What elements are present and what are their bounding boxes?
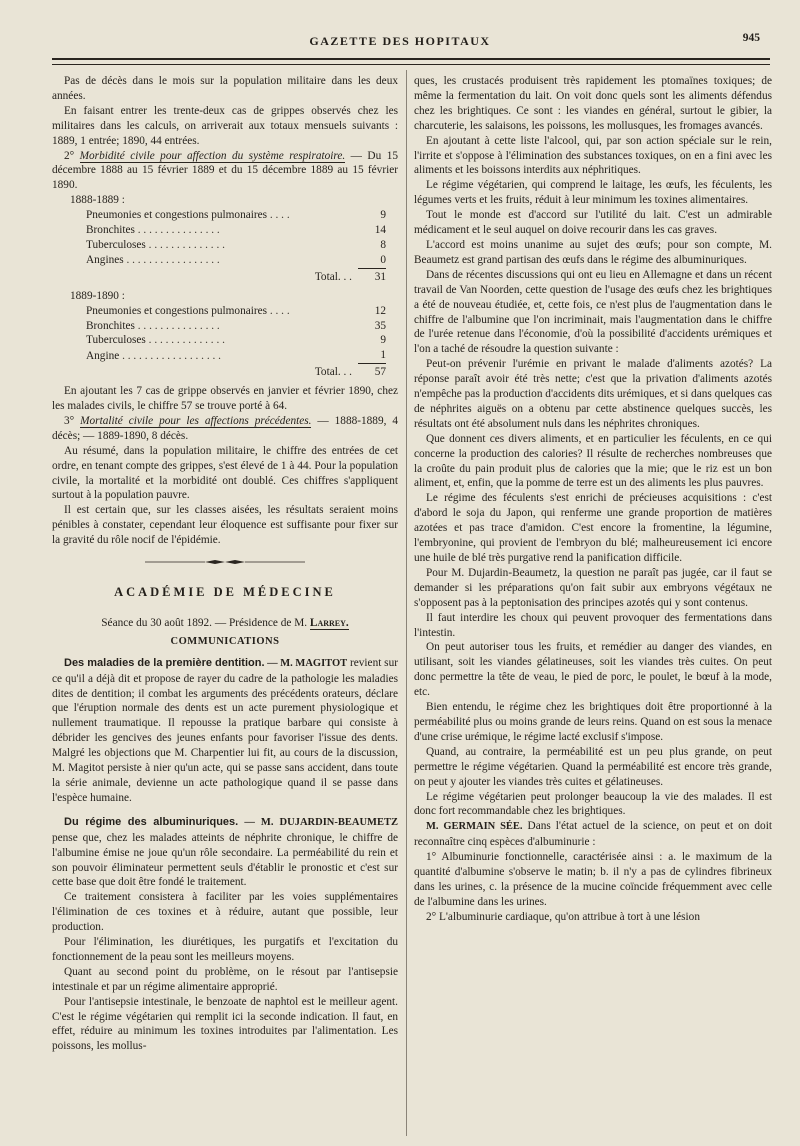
- paragraph: 2° L'albuminurie cardiaque, qu'on attribue à tort à une lésion: [426, 910, 700, 923]
- paragraph-text: Dans l'état actuel de la science, on peut et on doit reconnaître cinq espèces d'albuminurie :: [414, 820, 772, 849]
- leader-dots: . . . . . . . . . . . . . . .: [137, 224, 220, 237]
- section-title: ACADÉMIE DE MÉDECINE: [114, 585, 336, 599]
- paragraph: [52, 414, 398, 444]
- article-lead: Des maladies de la première dentition.: [64, 656, 265, 669]
- leader-dots: . . . . . . . . . . . . . . .: [137, 319, 220, 332]
- right-column: [414, 74, 772, 925]
- left-column: [52, 74, 398, 1054]
- article-author: — M. MAGITOT: [264, 657, 348, 669]
- total-value: 57: [374, 366, 386, 379]
- paragraph: En ajoutant à cette liste l'alcool, qui, par son action spéciale sur le rein, l'irrite et s'oppose à l'élimination des substances toxiques, on en a fini avec les aliments et les boissons interdits aux néphritiques.: [414, 134, 772, 177]
- row-label: Pneumonies et congestions pulmonaires: [86, 209, 268, 222]
- running-title: GAZETTE DES HOPITAUX: [309, 34, 491, 48]
- list-number: 2°: [64, 149, 75, 162]
- section-subtitle: Morbidité civile pour affection du système respiratoire.: [79, 149, 346, 162]
- table-row: [86, 348, 386, 363]
- table-row: [86, 319, 386, 334]
- stats-table-1888: [86, 208, 386, 285]
- row-value: 8: [380, 238, 386, 251]
- paragraph: [52, 656, 398, 806]
- session-president: Larrey.: [309, 616, 349, 629]
- total-label: Total. . .: [314, 270, 352, 283]
- section-subtitle: Mortalité civile pour les affections précédentes.: [80, 414, 312, 427]
- session-line: [52, 616, 398, 631]
- paragraph: Pour l'élimination, les diurétiques, les purgatifs et l'excitation du fonctionnement de la peau sont les meilleurs moyens.: [52, 936, 398, 963]
- paragraph: [414, 819, 772, 850]
- row-value: 12: [374, 304, 386, 317]
- table-row: [86, 238, 386, 253]
- table-row: [86, 333, 386, 348]
- spacer: [52, 806, 398, 815]
- row-value: 9: [380, 209, 386, 222]
- list-number: 3°: [64, 414, 75, 427]
- paragraph-text: — 1888-1889, 4 décès; — 1889-1890, 8 décès.: [52, 414, 398, 442]
- stats-table-1889: [86, 304, 386, 381]
- paragraph: En ajoutant les 7 cas de grippe observés en janvier et février 1890, chez les malades civils, le chiffre 57 se trouve porté à 64.: [52, 385, 398, 413]
- header-rule: [52, 58, 770, 60]
- leader-dots: . . . .: [269, 209, 290, 222]
- row-label: Bronchites: [86, 319, 135, 332]
- article-author: — M. DUJARDIN-BEAUMETZ: [238, 816, 398, 828]
- table-row: [86, 253, 386, 268]
- leader-dots: . . . . . . . . . . . . . . . . . .: [122, 349, 221, 362]
- row-label: Angines: [86, 254, 124, 267]
- paragraph: Pour M. Dujardin-Beaumetz, la question ne paraît pas jugée, car il faut se demander si les préparations qu'on fait subir aux embryons végétaux ne s'opposent pas à la peptonisation des principes azotés qui y sont contenus.: [414, 566, 772, 609]
- subsection-title: COMMUNICATIONS: [170, 635, 280, 647]
- total-value: 31: [374, 270, 386, 283]
- ornament-divider: [52, 556, 398, 571]
- paragraph: Pour l'antisepsie intestinale, le benzoate de naphtol est le meilleur agent. C'est le régime végétarien qui remplit ici la seconde indication. Il faut, en effet, réduire au minimum les toxines introduites par l'alimentation. Les poissons, les mollus-: [52, 995, 398, 1053]
- paragraph: Au résumé, dans la population militaire, le chiffre des entrées de cet ordre, en tenant compte des grippes, s'est élevé de 1 à 44. Pour la population civile, la mortalité et la morbidité ont doublé. Ces chiffres s'appliquent surtout à la population pauvre.: [52, 444, 398, 502]
- article-lead: Du régime des albuminuriques.: [64, 815, 239, 828]
- paragraph: Quand, au contraire, la perméabilité est un peu plus grande, on peut permettre le régime végétarien. Quand la perméabilité est encore très grande, on peut y ajouter les viandes très cuites et gélatineuses.: [414, 745, 772, 788]
- row-label: Tuberculoses: [86, 334, 146, 347]
- row-value: 14: [374, 224, 386, 237]
- header-rule-thin: [52, 64, 770, 65]
- paragraph: Il est certain que, sur les classes aisées, les résultats seraient moins pénibles à constater, cependant leur éloquence est suffisante pour fixer sur la gravité du rôle nocif de l'épidémie.: [52, 504, 398, 547]
- row-label: Angine: [86, 349, 120, 362]
- leader-dots: . . . . . . . . . . . . . .: [148, 334, 225, 347]
- paragraph: Peut-on prévenir l'urémie en privant le malade d'aliments azotés? La réponse paraît avoir été très nette; c'est que la privation d'aliments azotés n'empêche pas la production d'accidents dits urémiques, et si dans quelques cas de néphrites aiguës on a obtenu par cette abstinence quelques succès, les résultats ont été absolument nuls dans les néphrites chroniques.: [414, 358, 772, 430]
- paragraph-text: — Du 15 décembre 1888 au 15 février 1889 et du 15 décembre 1889 au 15 février 1890.: [52, 149, 398, 192]
- paragraph: Bien entendu, le régime chez les brightiques doit être proportionné à la perméabilité plus ou moins grande de leurs reins. Quand on est sous la menace d'une crise urémique, le régime lacté exclusif s'impose.: [414, 701, 772, 743]
- paragraph: Que donnent ces divers aliments, et en particulier les féculents, en ce qui concerne la production des calories? Il résulte de recherches nombreuses que la croûte du pain produit plus de calories que la mie; que le riz est un bon aliment, et, enfin, que la pomme de terre est un des aliments les plus pauvres.: [414, 432, 772, 490]
- row-value: 1: [358, 348, 386, 363]
- article-author: M. GERMAIN SÉE.: [426, 821, 523, 833]
- row-value: 35: [374, 319, 386, 332]
- leader-dots: . . . .: [269, 304, 290, 317]
- table-row: [86, 223, 386, 238]
- paragraph: Le régime des féculents s'est enrichi de précieuses acquisitions : c'est d'abord le soja du Japon, qui renferme une grande proportion de matières azotées et pas trace d'amidon. C'est encore la fromentine, la légumine, l'embryonine, qui provient de l'embryon du blé; malheureusement ici encore une huile de blé très purgative rend la panification difficile.: [414, 492, 772, 564]
- paragraph: L'accord est moins unanime au sujet des œufs; pour son compte, M. Beaumetz est grand partisan des œufs dans le régime des albuminuriques.: [414, 238, 772, 266]
- leader-dots: . . . . . . . . . . . . . . . . .: [126, 254, 220, 267]
- row-value: 0: [358, 253, 386, 268]
- ornament-rule-icon: [145, 559, 305, 565]
- paragraph: Tout le monde est d'accord sur l'utilité du lait. C'est un admirable médicament et le seul auquel on doive recourir dans les cas graves.: [414, 209, 772, 237]
- session-text: Séance du 30 août 1892. — Présidence de M.: [101, 616, 310, 629]
- paragraph: ques, les crustacés produisent très rapidement les ptomaïnes toxiques; de même la fermentation du lait. On voit donc quels sont les aliments défendus chez les brightiques. Ce sont : les viandes en général, surtout le gibier, la charcuterie, les salaisons, les poissons, les mollusques, les fromages avancés.: [414, 75, 772, 132]
- paragraph: Dans de récentes discussions qui ont eu lieu en Allemagne et dans un récent travail de Van Noorden, cette question de l'usage des œufs chez les brightiques a été de nouveau étudiée, et, cette fois, ce n'est plus de l'augmentation dans le chiffre de l'albumine que l'on incriminait, mais l'augmentation dans le chiffre de l'urée retenue dans l'économie, d'où la possibilité d'accidents urémiques et l'on a taché de résoudre la question suivante :: [414, 268, 772, 356]
- paragraph: Quant au second point du problème, on le résout par l'antisepsie intestinale et par un régime alimentaire approprié.: [52, 965, 398, 993]
- row-value: 9: [380, 334, 386, 347]
- table-total-row: [86, 268, 386, 284]
- table-row: [86, 208, 386, 223]
- table-row: [86, 304, 386, 319]
- paragraph: On peut autoriser tous les fruits, et remédier au danger des viandes, en utilisant, soit les viandes gélatineuses, soit les viandes très cuites. On peut donc permettre la tête de veau, le pied de porc, le poulet, le bœuf à la mode, etc.: [414, 641, 772, 699]
- paragraph: Il faut interdire les choux qui peuvent provoquer des fermentations dans l'intestin.: [414, 611, 772, 639]
- paragraph: Pas de décès dans le mois sur la population militaire dans les deux années.: [52, 75, 398, 102]
- paragraph: [52, 815, 398, 891]
- paragraph: [52, 149, 398, 194]
- leader-dots: . . . . . . . . . . . . . .: [148, 238, 225, 251]
- stats-year: 1888-1889 :: [70, 194, 125, 207]
- paragraph: Le régime végétarien peut prolonger beaucoup la vie des malades. Il est donc fort recommandable chez les brightiques.: [414, 790, 772, 818]
- paragraph: 1° Albuminurie fonctionnelle, caractérisée ainsi : a. le maximum de la quantité d'albumine s'observe le matin; b. il n'y a pas de cylindres fibrineux dans les urines, c. la présence de la mucine coïncide fréquemment avec celle de l'albumine dans les urines.: [414, 851, 772, 908]
- paragraph-text: revient sur ce qu'il a déjà dit et propose de rayer du cadre de la pathologie les maladies dites de dentition; il combat les arguments des précédents orateurs, déclare que l'éruption normale des dents est un acte purement physiologique et nullement traumatique. Il repousse la pratique barbare qui consiste à débrider les gencives des jeunes enfants pour favoriser l'issue des dents. Malgré les objections que M. Charpentier lui fit, au cours de la discussion, M. Magitot persiste à nier qu'un acte, qui se passe sans accident, dans toute la série animale, devienne un acte pathologique quand il se passe dans l'espèce humaine.: [52, 656, 398, 804]
- row-label: Pneumonies et congestions pulmonaires: [86, 304, 268, 317]
- page-number: 945: [742, 32, 760, 44]
- table-total-row: [86, 364, 386, 380]
- stats-year: 1889-1890 :: [70, 289, 125, 302]
- paragraph: Ce traitement consistera à faciliter par les voies supplémentaires l'élimination de ces toxines et à réduire, autant que possible, leur production.: [52, 891, 398, 934]
- row-label: Tuberculoses: [86, 238, 146, 251]
- column-divider: [406, 70, 407, 1136]
- total-label: Total. . .: [314, 365, 352, 378]
- paragraph-text: pense que, chez les malades atteints de néphrite chronique, le chiffre de l'albumine émise ne joue qu'un rôle secondaire. La perméabilité du rein et son pouvoir éliminateur permettent seuls d'établir le pronostic et c'est sur cette base que doit être fondé le traitement.: [52, 831, 398, 889]
- paragraph: En faisant entrer les trente-deux cas de grippes observés chez les militaires dans les calculs, on arriverait aux totaux mensuels suivants : 1889, 1 entrée; 1890, 44 entrées.: [52, 104, 398, 147]
- row-label: Bronchites: [86, 224, 135, 237]
- paragraph: Le régime végétarien, qui comprend le laitage, les œufs, les féculents, les légumes verts et les fruits, réduit à leur minimum les toxines alimentaires.: [414, 179, 772, 207]
